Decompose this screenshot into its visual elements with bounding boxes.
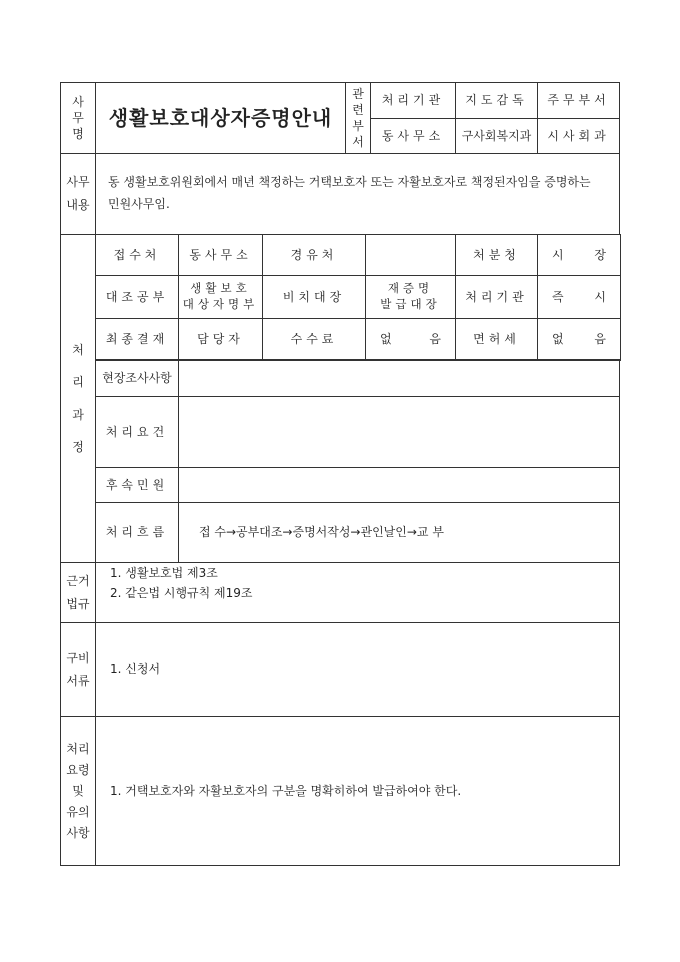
process-row-label: 후속민원 — [95, 467, 179, 503]
content-label: 사무 내용 — [60, 153, 96, 235]
process-grid-value: 생활보호 대상자명부 — [178, 275, 263, 319]
process-grid-value: 담당자 — [178, 318, 263, 361]
dept-value: 동사무소 — [370, 118, 456, 154]
process-grid-value — [537, 318, 621, 361]
process-label: 처 리 과 정 — [60, 234, 96, 563]
process-grid-label: 면허세 — [455, 318, 538, 361]
process-grid-label: 경유처 — [262, 234, 366, 276]
content-text: 동 생활보호위원회에서 매년 책정하는 거택보호자 또는 자활보호자로 책정된자임을 증명하는 민원사무임. — [95, 153, 620, 235]
header-label: 사 무 명 — [60, 82, 96, 154]
docs-label: 구비 서류 — [60, 622, 96, 717]
dept-head: 처리기관 — [370, 82, 456, 119]
dept-head: 지도감독 — [455, 82, 538, 119]
text-part: 음 — [594, 332, 606, 347]
dept-value: 시사회과 — [537, 118, 620, 154]
dept-value: 구사회복지과 — [455, 118, 538, 154]
process-grid-label: 처리기관 — [455, 275, 538, 319]
process-grid-value — [537, 234, 621, 276]
process-grid-label: 처분청 — [455, 234, 538, 276]
process-row-value — [178, 467, 620, 503]
process-grid-label: 접수처 — [95, 234, 179, 276]
process-row-label: 현장조사사항 — [95, 359, 179, 397]
page-title: 생활보호대상자증명안내 — [95, 82, 346, 154]
process-grid-label: 대조공부 — [95, 275, 179, 319]
dept-label: 관 련 부 서 — [345, 82, 371, 154]
law-list — [95, 562, 620, 623]
text-part: 없 — [552, 332, 564, 347]
process-grid-label: 비치대장 — [262, 275, 366, 319]
text-part: 즉 — [552, 289, 564, 304]
process-grid-value — [365, 318, 456, 361]
notes-item: 1. 거택보호자와 자활보호자의 구분을 명확히하여 발급하여야 한다. — [95, 716, 620, 866]
process-grid-value: 재증명 발급대장 — [365, 275, 456, 319]
process-row-value — [178, 359, 620, 397]
text-part: 음 — [429, 332, 441, 347]
text-part: 장 — [594, 247, 606, 262]
law-label: 근거 법규 — [60, 562, 96, 623]
process-row-label: 처리요건 — [95, 396, 179, 468]
process-grid-value: 동사무소 — [178, 234, 263, 276]
process-grid-value — [537, 275, 621, 319]
docs-item: 1. 신청서 — [95, 622, 620, 717]
text-part: 없 — [380, 332, 392, 347]
process-row-label: 처리흐름 — [95, 502, 179, 563]
notes-label: 처리 요령 및 유의 사항 — [60, 716, 96, 866]
law-item: 1. 생활보호법 제3조 — [110, 566, 218, 580]
process-flow: 접 수→공부대조→증명서작성→관인날인→교 부 — [178, 502, 620, 563]
dept-head: 주무부서 — [537, 82, 620, 119]
text-part: 시 — [594, 289, 606, 304]
law-item: 2. 같은법 시행규칙 제19조 — [110, 586, 253, 601]
process-grid-label: 최종결재 — [95, 318, 179, 361]
process-row-value — [178, 396, 620, 468]
process-grid-value — [365, 234, 456, 276]
text-part: 시 — [552, 247, 564, 262]
process-grid-label: 수수료 — [262, 318, 366, 361]
